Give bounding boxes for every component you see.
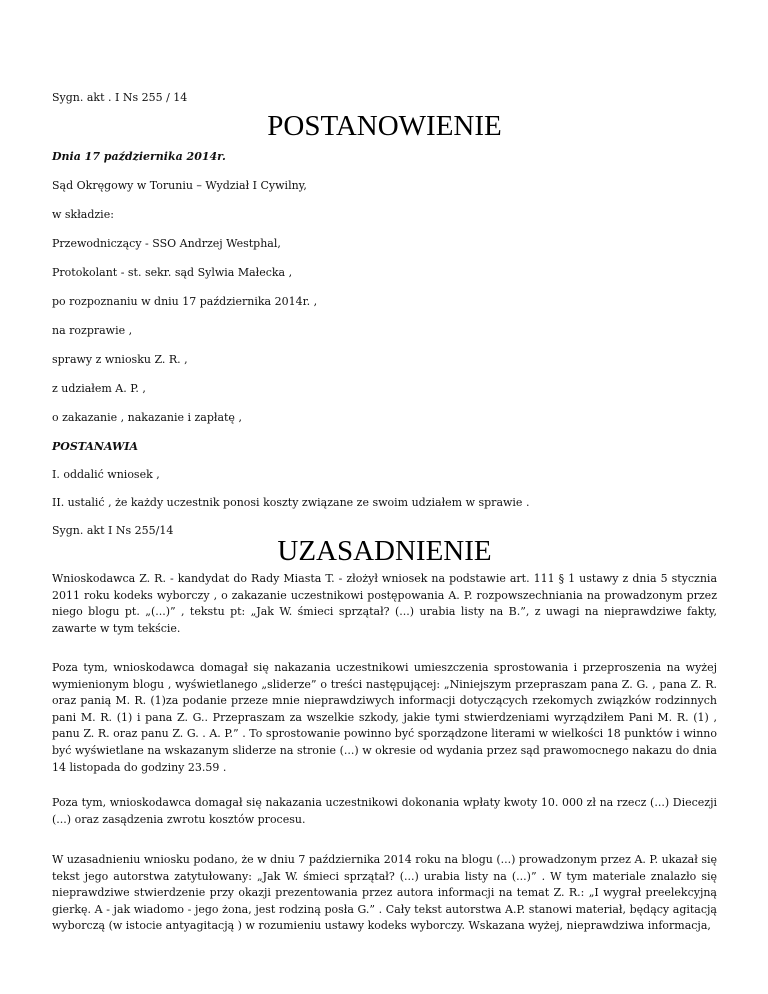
court-clerk: Protokolant - st. sekr. sąd Sylwia Małecka , xyxy=(52,266,293,279)
justification-paragraph-3: Poza tym, wnioskodawca domagał się nakazania uczestnikowi dokonania wpłaty kwoty 10. 000 zł na rzecz (...) Diecezji (...) oraz zasądzenia zwrotu kosztów procesu. xyxy=(52,796,717,826)
case-applicant: sprawy z wniosku Z. R. , xyxy=(52,353,188,366)
ruling-item-2: II. ustalić , że każdy uczestnik ponosi koszty związane ze swoim udziałem w sprawie . xyxy=(52,496,530,509)
ruling-heading: POSTANAWIA xyxy=(52,440,138,453)
court-name: Sąd Okręgowy w Toruniu – Wydział I Cywilny, xyxy=(52,179,307,192)
justification-paragraph-4: W uzasadnieniu wniosku podano, że w dniu 7 października 2014 roku na blogu (...) prowadzonym przez A. P. ukazał się tekst jego autorstwa zatytułowany: „Jak W. śmieci sprzątał? (...) urabia listy na (...)” . W tym materiale znalazło się nieprawdziwe stwierdzenie przy okazji prezentowania przez autora informacji na temat Z. R.: „I wygrał preelekcyjną gierkę. A - jak wiadomo - jego żona, jest rodziną posła G.” . Cały tekst autorstwa A.P. stanowi materiał, będący agitacją wyborczą (w istocie antyagitacją ) w rozumieniu ustawy kodeks wyborczy. Wskazana wyżej, nieprawdziwa informacja, xyxy=(52,853,717,933)
ruling-item-1: I. oddalić wniosek , xyxy=(52,468,160,481)
case-participant: z udziałem A. P. , xyxy=(52,382,146,395)
justification-title: UZASADNIENIE xyxy=(277,535,492,567)
hearing-date: po rozpoznaniu w dniu 17 października 2014r. , xyxy=(52,295,318,308)
composition-label: w składzie: xyxy=(52,208,114,221)
justification-case-reference: Sygn. akt I Ns 255/14 xyxy=(52,524,174,537)
session-type: na rozprawie , xyxy=(52,324,133,337)
case-subject: o zakazanie , nakazanie i zapłatę , xyxy=(52,411,242,424)
chair-judge: Przewodniczący - SSO Andrzej Westphal, xyxy=(52,237,281,250)
justification-paragraph-1: Wnioskodawca Z. R. - kandydat do Rady Miasta T. - złożył wniosek na podstawie art. 111 § 1 ustawy z dnia 5 stycznia 2011 roku kodeks wyborczy , o zakazanie uczestnikowi postępowania A. P. rozpowszechniania na prowadzonym przez niego blogu pt. „(...)” , tekstu pt: „Jak W. śmieci sprzątał? (...) urabia listy na B.”, z uwagi na nieprawdziwe fakty, zawarte w tym tekście. xyxy=(52,572,717,635)
case-reference: Sygn. akt . I Ns 255 / 14 xyxy=(52,91,188,104)
document-title: POSTANOWIENIE xyxy=(267,110,502,142)
document-date: Dnia 17 października 2014r. xyxy=(52,150,226,163)
justification-paragraph-2: Poza tym, wnioskodawca domagał się nakazania uczestnikowi umieszczenia sprostowania i przeproszenia na wyżej wymienionym blogu , wyświetlanego „sliderze” o treści następującej: „Niniejszym przepraszam pana Z. G. , pana Z. R. oraz panią M. R. (1)za podanie przeze mnie nieprawdziwych informacji dotyczących rzekomych związków rodzinnych pani M. R. (1) i pana Z. G.. Przepraszam za wszelkie szkody, jakie tymi stwierdzeniami wyrządziłem Pani M. R. (1) , panu Z. R. oraz panu Z. G. . A. P.” . To sprostowanie powinno być sporządzone literami w wielkości 18 punktów i winno być wyświetlane na wskazanym sliderze na stronie (...) w okresie od wydania przez sąd prawomocnego nakazu do dnia 14 listopada do godziny 23.59 . xyxy=(52,661,717,774)
